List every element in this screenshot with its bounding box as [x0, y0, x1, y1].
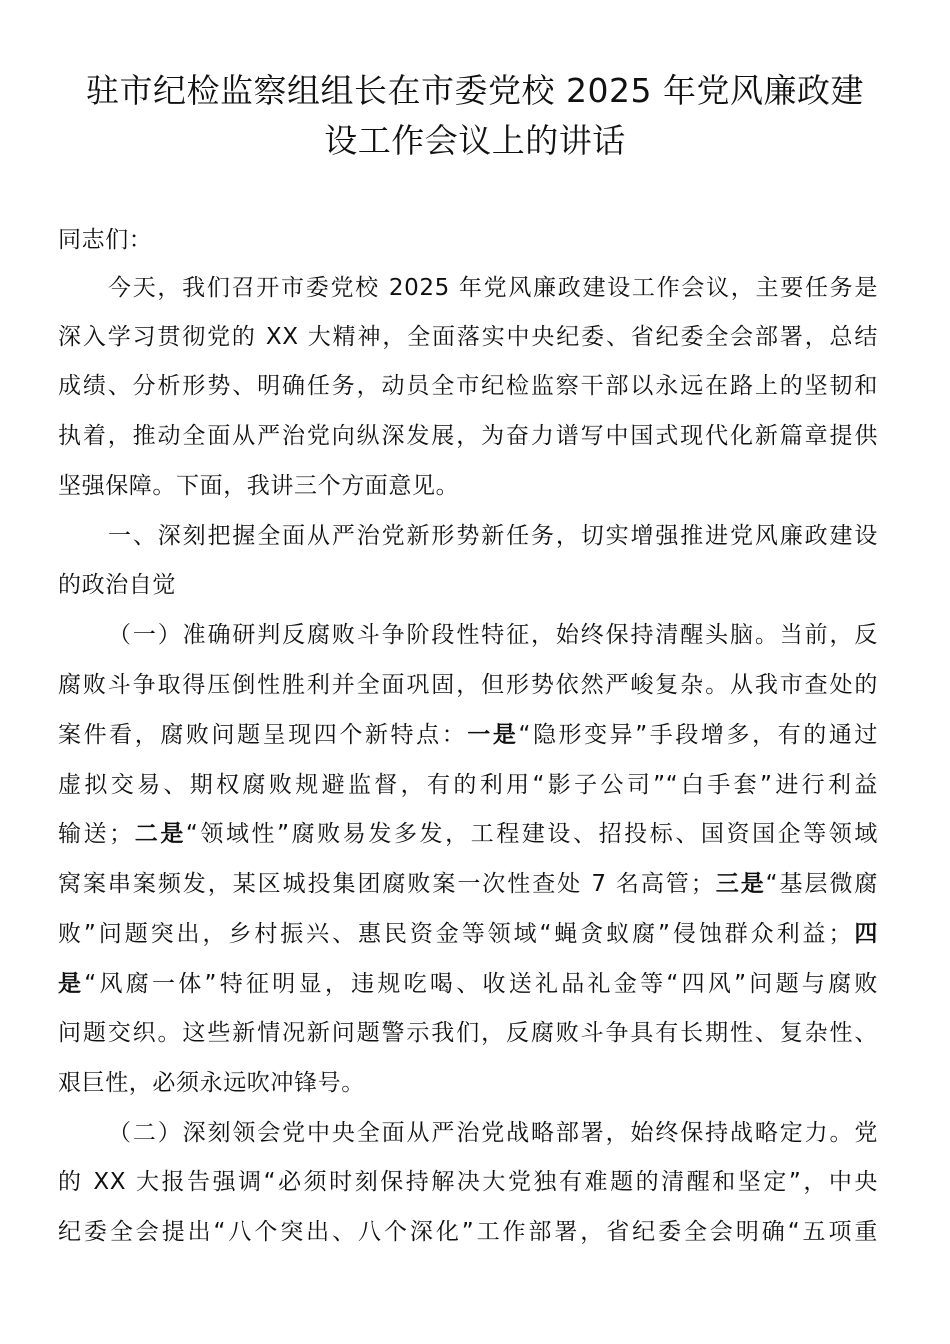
paragraph-text: “风腐一体”特征明显，违规吃喝、收送礼品礼金等“四风”问题与腐败	[84, 971, 878, 997]
section-heading-line: 一、深刻把握全面从严治党新形势新任务，切实增强推进党风廉政建设	[108, 523, 878, 549]
intro-line: 深入学习贯彻党的 XX 大精神，全面落实中央纪委、省纪委全会部署，总结	[58, 324, 878, 350]
section-heading-line: 的政治自觉	[58, 572, 176, 598]
salutation: 同志们：	[58, 227, 153, 253]
paragraph-line	[58, 968, 878, 1000]
paragraph-text: “隐形变异”手段增多，有的通过	[518, 722, 878, 748]
paragraph-text: 案件看，腐败问题呈现四个新特点：	[58, 722, 468, 748]
emphasis-text: 二是	[132, 821, 186, 847]
paragraph-line: 的 XX 大报告强调“必须时刻保持解决大党独有难题的清醒和坚定”，中央	[58, 1169, 878, 1195]
intro-line: 执着，推动全面从严治党向纵深发展，为奋力谱写中国式现代化新篇章提供	[58, 423, 878, 449]
paragraph-line	[58, 719, 878, 751]
paragraph-text: 输送；	[58, 821, 133, 847]
emphasis-text: 一是	[467, 722, 519, 748]
paragraph-line: （一）准确研判反腐败斗争阶段性特征，始终保持清醒头脑。当前，反	[108, 622, 878, 648]
paragraph-text: 败”问题突出，乡村振兴、惠民资金等领域“蝇贪蚁腐”侵蚀群众利益；	[58, 921, 853, 947]
paragraph-text: “领域性”腐败易发多发，工程建设、招投标、国资国企等领域	[185, 821, 878, 847]
emphasis-text: 是	[58, 971, 85, 997]
paragraph-line: （二）深刻领会党中央全面从严治党战略部署，始终保持战略定力。党	[108, 1120, 878, 1146]
emphasis-text: 四	[852, 921, 878, 947]
document-title-line-1: 驻市纪检监察组组长在市委党校 2025 年党风廉政建	[86, 71, 864, 110]
intro-line: 今天，我们召开市委党校 2025 年党风廉政建设工作会议，主要任务是	[108, 275, 878, 301]
paragraph-line	[58, 818, 878, 850]
paragraph-text: 窝案串案频发，某区城投集团腐败案一次性查处 7 名高管；	[58, 871, 715, 897]
paragraph-line: 艰巨性，必须永远吹冲锋号。	[58, 1070, 365, 1096]
intro-line: 坚强保障。下面，我讲三个方面意见。	[58, 473, 460, 499]
paragraph-line: 虚拟交易、期权腐败规避监督，有的利用“影子公司”“白手套”进行利益	[58, 772, 878, 798]
paragraph-line: 纪委全会提出“八个突出、八个深化”工作部署，省纪委全会明确“五项重	[58, 1219, 878, 1245]
document-title-line-2: 设工作会议上的讲话	[324, 121, 626, 160]
paragraph-line	[58, 868, 878, 900]
paragraph-line: 腐败斗争取得压倒性胜利并全面巩固，但形势依然严峻复杂。从我市查处的	[58, 672, 878, 698]
intro-line: 成绩、分析形势、明确任务，动员全市纪检监察干部以永远在路上的坚韧和	[58, 373, 878, 399]
paragraph-line	[58, 918, 878, 950]
emphasis-text: 三是	[714, 871, 766, 897]
paragraph-text: “基层微腐	[765, 871, 879, 897]
paragraph-line: 问题交织。这些新情况新问题警示我们，反腐败斗争具有长期性、复杂性、	[58, 1020, 878, 1046]
